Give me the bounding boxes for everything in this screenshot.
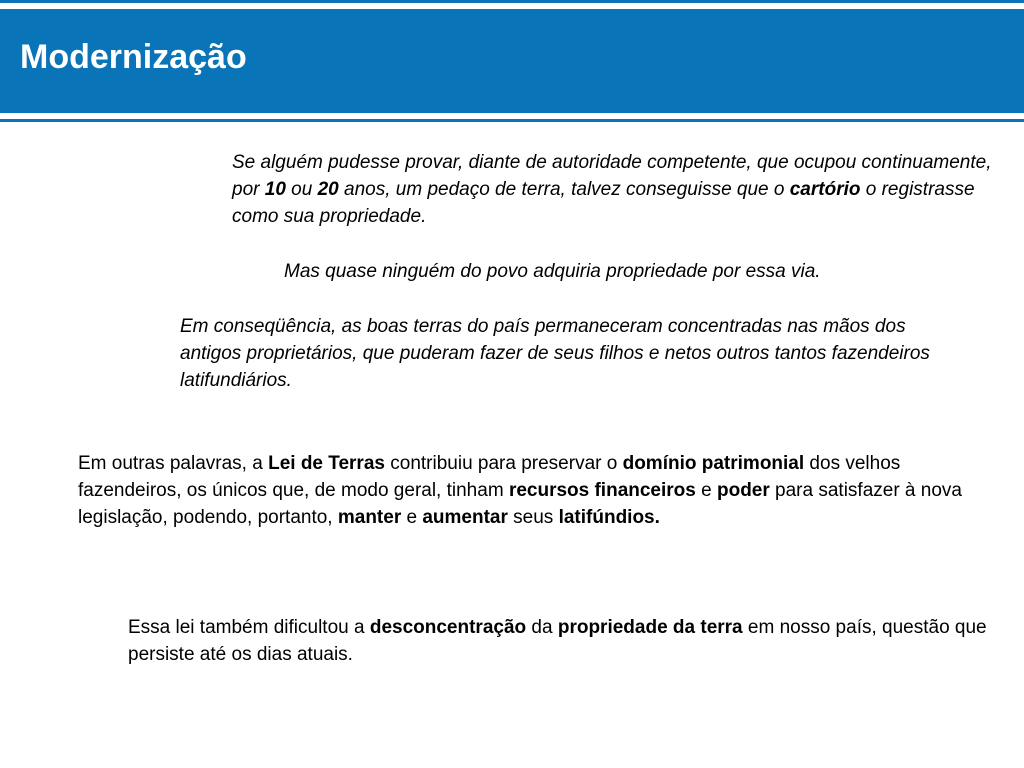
emphasis-manter: manter [337,507,402,528]
header-bottom-rule [0,119,1024,122]
emphasis-desconcentracao: desconcentração [369,617,527,638]
title-bar [0,0,1024,125]
text-segment: seus [507,507,559,528]
emphasis-10: 10 [264,179,286,200]
text-segment: Se alguém pudesse provar, diante de autoridade competente, que ocupou continuamente, por [232,152,992,200]
emphasis-aumentar: aumentar [422,507,508,528]
paragraph-proof-of-occupation [232,149,992,230]
text-segment: e [401,507,423,528]
text-segment: anos, um pedaço de terra, talvez conseguisse que o [338,179,790,200]
emphasis-dominio-patrimonial: domínio patrimonial [622,453,805,474]
text-segment: para satisfazer à nova legislação, podendo, portanto, [78,480,962,528]
text-segment: o registrasse como sua propriedade. [232,179,975,227]
text-segment: ou [285,179,318,200]
text-segment: Em outras palavras, a [78,453,269,474]
paragraph-consequence: Em conseqüência, as boas terras do país permaneceram concentradas nas mãos dos antigos proprietários, que puderam fazer de seus filhos e netos outros tantos fazendeiros latifundiários. [180,316,930,391]
text-segment: da [526,617,558,638]
emphasis-20: 20 [317,179,339,200]
paragraph-few-acquired: Mas quase ninguém do povo adquiria propriedade por essa via. [284,261,821,282]
text-segment: contribuiu para preservar o [384,453,623,474]
emphasis-lei-de-terras: Lei de Terras [268,453,385,474]
paragraph-deconcentration [128,614,998,668]
text-segment: em nosso país, questão que persiste até os dias atuais. [128,617,987,665]
slide-title: Modernização [20,38,247,76]
emphasis-propriedade-da-terra: propriedade da terra [557,617,743,638]
text-segment: Essa lei também dificultou a [128,617,370,638]
emphasis-latifundios: latifúndios. [558,507,660,528]
header-top-rule [0,0,1024,3]
emphasis-cartorio: cartório [789,179,861,200]
paragraph-lei-de-terras [78,450,978,531]
emphasis-poder: poder [716,480,770,501]
text-segment: e [695,480,717,501]
text-segment: dos velhos fazendeiros, os únicos que, de modo geral, tinham [78,453,901,501]
emphasis-recursos-financeiros: recursos financeiros [508,480,696,501]
